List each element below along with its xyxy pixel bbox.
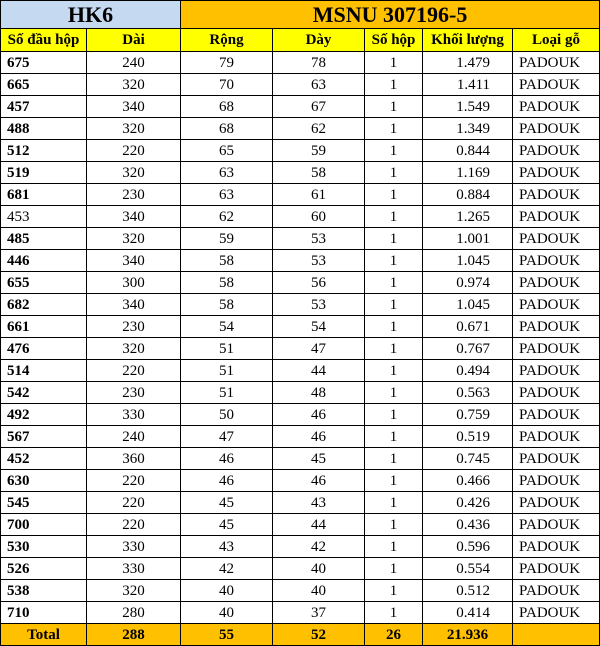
volume-cell: 1.411	[423, 74, 513, 96]
box-number-cell: 453	[1, 206, 87, 228]
box-number-cell: 452	[1, 448, 87, 470]
table-row	[1, 52, 600, 74]
volume-cell: 0.494	[423, 360, 513, 382]
length-cell: 330	[87, 404, 181, 426]
wood-type-cell: PADOUK	[513, 492, 600, 514]
table-row	[1, 228, 600, 250]
wood-type-cell: PADOUK	[513, 96, 600, 118]
width-cell: 63	[181, 162, 273, 184]
box-number-cell: 526	[1, 558, 87, 580]
width-cell: 42	[181, 558, 273, 580]
box-count-cell: 1	[365, 404, 423, 426]
box-number-cell: 457	[1, 96, 87, 118]
table-row	[1, 382, 600, 404]
header-length: Dài	[87, 29, 181, 52]
box-count-cell: 1	[365, 338, 423, 360]
box-number-cell: 530	[1, 536, 87, 558]
wood-type-cell: PADOUK	[513, 448, 600, 470]
table-row	[1, 316, 600, 338]
box-number-cell: 710	[1, 602, 87, 624]
table-row	[1, 470, 600, 492]
volume-cell: 0.671	[423, 316, 513, 338]
volume-cell: 0.554	[423, 558, 513, 580]
length-cell: 220	[87, 140, 181, 162]
title-row	[1, 1, 600, 29]
table-row	[1, 426, 600, 448]
length-cell: 220	[87, 514, 181, 536]
total-volume: 21.936	[423, 624, 513, 646]
box-number-cell: 675	[1, 52, 87, 74]
hk-title-cell: HK6	[1, 1, 181, 29]
width-cell: 54	[181, 316, 273, 338]
box-count-cell: 1	[365, 140, 423, 162]
table-row	[1, 580, 600, 602]
volume-cell: 1.045	[423, 250, 513, 272]
total-width: 55	[181, 624, 273, 646]
wood-type-cell: PADOUK	[513, 602, 600, 624]
box-count-cell: 1	[365, 162, 423, 184]
box-number-cell: 519	[1, 162, 87, 184]
volume-cell: 0.512	[423, 580, 513, 602]
volume-cell: 0.563	[423, 382, 513, 404]
length-cell: 340	[87, 96, 181, 118]
length-cell: 300	[87, 272, 181, 294]
wood-type-cell: PADOUK	[513, 118, 600, 140]
width-cell: 51	[181, 360, 273, 382]
length-cell: 330	[87, 536, 181, 558]
thickness-cell: 60	[273, 206, 365, 228]
box-number-cell: 681	[1, 184, 87, 206]
table-row	[1, 140, 600, 162]
width-cell: 79	[181, 52, 273, 74]
thickness-cell: 53	[273, 294, 365, 316]
box-number-cell: 485	[1, 228, 87, 250]
volume-cell: 1.001	[423, 228, 513, 250]
wood-type-cell: PADOUK	[513, 360, 600, 382]
thickness-cell: 40	[273, 558, 365, 580]
width-cell: 70	[181, 74, 273, 96]
header-volume: Khối lượng	[423, 29, 513, 52]
thickness-cell: 61	[273, 184, 365, 206]
table-row	[1, 492, 600, 514]
thickness-cell: 43	[273, 492, 365, 514]
thickness-cell: 56	[273, 272, 365, 294]
table-row	[1, 536, 600, 558]
width-cell: 47	[181, 426, 273, 448]
volume-cell: 0.466	[423, 470, 513, 492]
table-row	[1, 250, 600, 272]
width-cell: 51	[181, 338, 273, 360]
box-count-cell: 1	[365, 470, 423, 492]
wood-type-cell: PADOUK	[513, 272, 600, 294]
wood-type-cell: PADOUK	[513, 580, 600, 602]
width-cell: 68	[181, 96, 273, 118]
width-cell: 58	[181, 250, 273, 272]
container-number-cell: MSNU 307196-5	[181, 1, 600, 29]
length-cell: 220	[87, 492, 181, 514]
length-cell: 320	[87, 118, 181, 140]
width-cell: 58	[181, 294, 273, 316]
volume-cell: 1.549	[423, 96, 513, 118]
thickness-cell: 45	[273, 448, 365, 470]
length-cell: 320	[87, 74, 181, 96]
table-row	[1, 514, 600, 536]
box-count-cell: 1	[365, 536, 423, 558]
width-cell: 59	[181, 228, 273, 250]
wood-type-cell: PADOUK	[513, 140, 600, 162]
total-row	[1, 624, 600, 646]
volume-cell: 1.045	[423, 294, 513, 316]
width-cell: 46	[181, 448, 273, 470]
thickness-cell: 59	[273, 140, 365, 162]
length-cell: 280	[87, 602, 181, 624]
width-cell: 62	[181, 206, 273, 228]
width-cell: 51	[181, 382, 273, 404]
box-count-cell: 1	[365, 492, 423, 514]
box-count-cell: 1	[365, 602, 423, 624]
volume-cell: 0.844	[423, 140, 513, 162]
box-count-cell: 1	[365, 294, 423, 316]
volume-cell: 0.974	[423, 272, 513, 294]
box-count-cell: 1	[365, 382, 423, 404]
length-cell: 220	[87, 470, 181, 492]
box-number-cell: 567	[1, 426, 87, 448]
table-row	[1, 162, 600, 184]
box-number-cell: 661	[1, 316, 87, 338]
header-wood-type: Loại gỗ	[513, 29, 600, 52]
table-row	[1, 184, 600, 206]
width-cell: 50	[181, 404, 273, 426]
thickness-cell: 44	[273, 360, 365, 382]
total-thickness: 52	[273, 624, 365, 646]
thickness-cell: 46	[273, 404, 365, 426]
wood-type-cell: PADOUK	[513, 294, 600, 316]
wood-type-cell: PADOUK	[513, 514, 600, 536]
length-cell: 340	[87, 206, 181, 228]
volume-cell: 1.349	[423, 118, 513, 140]
thickness-cell: 40	[273, 580, 365, 602]
length-cell: 320	[87, 338, 181, 360]
width-cell: 43	[181, 536, 273, 558]
width-cell: 40	[181, 602, 273, 624]
box-number-cell: 492	[1, 404, 87, 426]
wood-type-cell: PADOUK	[513, 338, 600, 360]
box-number-cell: 538	[1, 580, 87, 602]
wood-type-cell: PADOUK	[513, 470, 600, 492]
box-count-cell: 1	[365, 206, 423, 228]
thickness-cell: 78	[273, 52, 365, 74]
wood-type-cell: PADOUK	[513, 250, 600, 272]
wood-type-cell: PADOUK	[513, 162, 600, 184]
width-cell: 45	[181, 492, 273, 514]
width-cell: 40	[181, 580, 273, 602]
box-number-cell: 488	[1, 118, 87, 140]
thickness-cell: 48	[273, 382, 365, 404]
volume-cell: 0.759	[423, 404, 513, 426]
table-row	[1, 272, 600, 294]
length-cell: 230	[87, 184, 181, 206]
width-cell: 45	[181, 514, 273, 536]
length-cell: 240	[87, 426, 181, 448]
table-row	[1, 448, 600, 470]
box-number-cell: 512	[1, 140, 87, 162]
length-cell: 330	[87, 558, 181, 580]
length-cell: 340	[87, 250, 181, 272]
total-label: Total	[1, 624, 87, 646]
box-number-cell: 682	[1, 294, 87, 316]
thickness-cell: 58	[273, 162, 365, 184]
box-count-cell: 1	[365, 250, 423, 272]
wood-type-cell: PADOUK	[513, 184, 600, 206]
header-width: Rộng	[181, 29, 273, 52]
box-number-cell: 446	[1, 250, 87, 272]
volume-cell: 0.414	[423, 602, 513, 624]
box-count-cell: 1	[365, 426, 423, 448]
table-row	[1, 360, 600, 382]
wood-type-cell: PADOUK	[513, 206, 600, 228]
thickness-cell: 54	[273, 316, 365, 338]
wood-type-cell: PADOUK	[513, 404, 600, 426]
width-cell: 65	[181, 140, 273, 162]
table-row	[1, 206, 600, 228]
volume-cell: 0.767	[423, 338, 513, 360]
width-cell: 63	[181, 184, 273, 206]
length-cell: 220	[87, 360, 181, 382]
header-thickness: Dày	[273, 29, 365, 52]
total-wood-type	[513, 624, 600, 646]
box-count-cell: 1	[365, 316, 423, 338]
length-cell: 320	[87, 162, 181, 184]
wood-type-cell: PADOUK	[513, 426, 600, 448]
box-count-cell: 1	[365, 580, 423, 602]
thickness-cell: 44	[273, 514, 365, 536]
volume-cell: 1.169	[423, 162, 513, 184]
total-length: 288	[87, 624, 181, 646]
thickness-cell: 53	[273, 250, 365, 272]
volume-cell: 1.479	[423, 52, 513, 74]
thickness-cell: 47	[273, 338, 365, 360]
box-number-cell: 700	[1, 514, 87, 536]
volume-cell: 0.745	[423, 448, 513, 470]
width-cell: 68	[181, 118, 273, 140]
box-count-cell: 1	[365, 448, 423, 470]
thickness-cell: 37	[273, 602, 365, 624]
header-box-count: Số hộp	[365, 29, 423, 52]
wood-type-cell: PADOUK	[513, 558, 600, 580]
wood-type-cell: PADOUK	[513, 536, 600, 558]
wood-type-cell: PADOUK	[513, 74, 600, 96]
volume-cell: 0.426	[423, 492, 513, 514]
table-row	[1, 602, 600, 624]
box-count-cell: 1	[365, 74, 423, 96]
volume-cell: 0.884	[423, 184, 513, 206]
wood-type-cell: PADOUK	[513, 316, 600, 338]
length-cell: 320	[87, 228, 181, 250]
length-cell: 240	[87, 52, 181, 74]
length-cell: 230	[87, 382, 181, 404]
thickness-cell: 46	[273, 470, 365, 492]
wood-type-cell: PADOUK	[513, 382, 600, 404]
length-cell: 230	[87, 316, 181, 338]
wood-type-cell: PADOUK	[513, 52, 600, 74]
table-row	[1, 74, 600, 96]
box-number-cell: 665	[1, 74, 87, 96]
box-count-cell: 1	[365, 184, 423, 206]
box-count-cell: 1	[365, 514, 423, 536]
thickness-cell: 53	[273, 228, 365, 250]
box-number-cell: 545	[1, 492, 87, 514]
box-number-cell: 514	[1, 360, 87, 382]
thickness-cell: 63	[273, 74, 365, 96]
volume-cell: 1.265	[423, 206, 513, 228]
volume-cell: 0.519	[423, 426, 513, 448]
thickness-cell: 67	[273, 96, 365, 118]
table-row	[1, 338, 600, 360]
box-count-cell: 1	[365, 558, 423, 580]
length-cell: 340	[87, 294, 181, 316]
box-number-cell: 542	[1, 382, 87, 404]
table-row	[1, 558, 600, 580]
box-count-cell: 1	[365, 360, 423, 382]
box-count-cell: 1	[365, 96, 423, 118]
length-cell: 360	[87, 448, 181, 470]
box-count-cell: 1	[365, 52, 423, 74]
thickness-cell: 42	[273, 536, 365, 558]
length-cell: 320	[87, 580, 181, 602]
width-cell: 46	[181, 470, 273, 492]
volume-cell: 0.436	[423, 514, 513, 536]
column-header-row	[1, 29, 600, 52]
box-number-cell: 655	[1, 272, 87, 294]
table-row	[1, 96, 600, 118]
total-box-count: 26	[365, 624, 423, 646]
box-count-cell: 1	[365, 228, 423, 250]
width-cell: 58	[181, 272, 273, 294]
thickness-cell: 62	[273, 118, 365, 140]
box-number-cell: 476	[1, 338, 87, 360]
table-row	[1, 294, 600, 316]
box-count-cell: 1	[365, 272, 423, 294]
thickness-cell: 46	[273, 426, 365, 448]
wood-type-cell: PADOUK	[513, 228, 600, 250]
volume-cell: 0.596	[423, 536, 513, 558]
header-box-number: Số đầu hộp	[1, 29, 87, 52]
table-row	[1, 404, 600, 426]
box-number-cell: 630	[1, 470, 87, 492]
table-row	[1, 118, 600, 140]
box-count-cell: 1	[365, 118, 423, 140]
